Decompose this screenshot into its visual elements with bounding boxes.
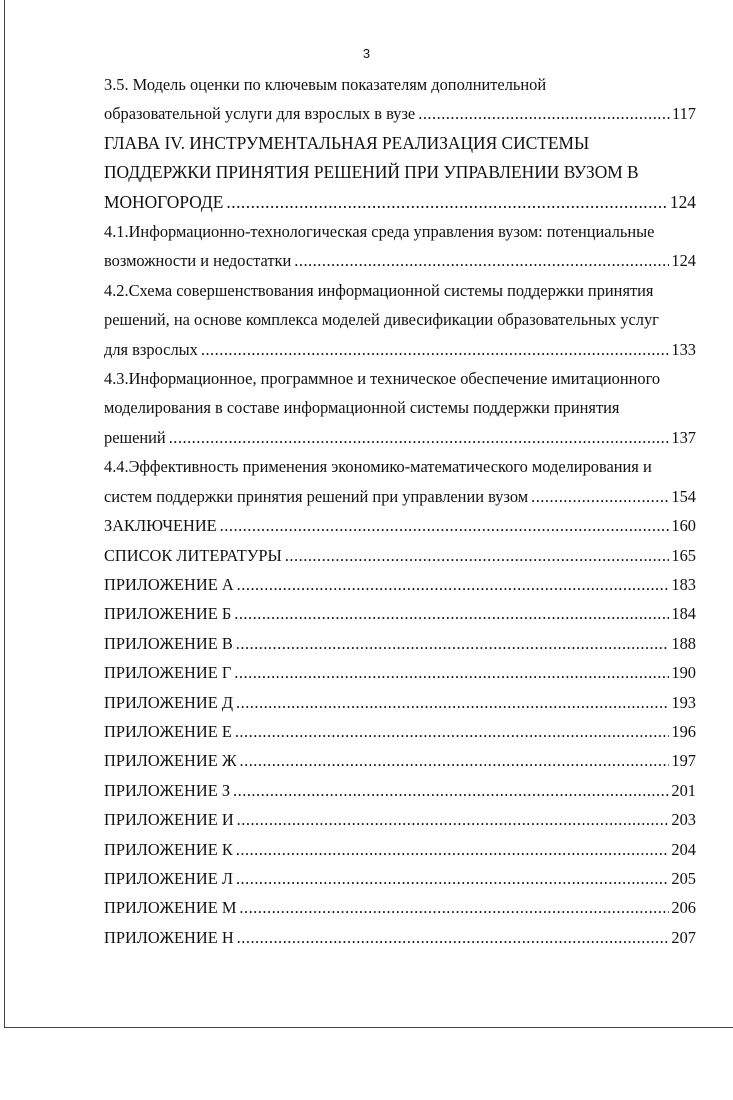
page-border-bottom xyxy=(4,1027,733,1028)
dot-leader xyxy=(240,746,670,775)
toc-entry[interactable] xyxy=(104,805,696,834)
toc-entry[interactable] xyxy=(104,570,696,599)
toc-entry[interactable] xyxy=(104,746,696,775)
toc-entry[interactable] xyxy=(104,364,696,452)
toc-entry-text: решений, на основе комплекса моделей дивесификации образовательных услуг xyxy=(104,310,659,330)
toc-entry-text: ПРИЛОЖЕНИЕ А xyxy=(104,574,234,594)
toc-entry-last-line xyxy=(104,570,696,599)
toc-entry-last-line xyxy=(104,541,696,570)
toc-entry[interactable] xyxy=(104,599,696,628)
toc-page-number: 124 xyxy=(671,251,696,271)
toc-entry-last-line xyxy=(104,658,696,687)
toc-entry-text: моделирования в составе информационной системы поддержки принятия xyxy=(104,398,620,418)
dot-leader xyxy=(236,835,670,864)
dot-leader xyxy=(236,629,670,658)
dot-leader xyxy=(234,658,669,687)
dot-leader xyxy=(236,688,669,717)
toc-page-number: 201 xyxy=(671,780,696,800)
toc-entry[interactable] xyxy=(104,541,696,570)
dot-leader xyxy=(294,246,669,275)
toc-entry[interactable] xyxy=(104,129,696,217)
toc-entry[interactable] xyxy=(104,893,696,922)
toc-entry[interactable] xyxy=(104,717,696,746)
dot-leader xyxy=(234,599,669,628)
toc-entry-last-line xyxy=(104,99,696,128)
toc-entry-last-line xyxy=(104,335,696,364)
toc-entry-last-line xyxy=(104,688,696,717)
dot-leader xyxy=(418,99,670,128)
dot-leader xyxy=(201,335,670,364)
dot-leader xyxy=(236,864,669,893)
toc-entry-text: решений xyxy=(104,427,166,447)
toc-entry-text: для взрослых xyxy=(104,339,198,359)
toc-entry[interactable] xyxy=(104,452,696,511)
toc-entry-text: 4.3.Информационное, программное и техническое обеспечение имитационного xyxy=(104,369,661,389)
toc-entry[interactable] xyxy=(104,688,696,717)
dot-leader xyxy=(285,541,670,570)
toc-entry[interactable] xyxy=(104,658,696,687)
toc-entry-text: 3.5. Модель оценки по ключевым показателям дополнительной xyxy=(104,75,547,94)
toc-entry[interactable] xyxy=(104,776,696,805)
toc-entry-last-line xyxy=(104,835,696,864)
dot-leader xyxy=(220,511,670,540)
toc-page-number: 183 xyxy=(671,574,696,594)
dot-leader xyxy=(237,570,670,599)
toc-entry-text: СПИСОК ЛИТЕРАТУРЫ xyxy=(104,545,282,565)
table-of-contents xyxy=(104,70,696,952)
toc-entry[interactable] xyxy=(104,70,696,129)
toc-entry-last-line xyxy=(104,717,696,746)
toc-page-number: 154 xyxy=(671,486,696,506)
dot-leader xyxy=(226,188,668,217)
toc-page-number: 206 xyxy=(671,898,696,918)
toc-entry-last-line xyxy=(104,776,696,805)
toc-entry[interactable] xyxy=(104,217,696,276)
toc-entry-text: ПРИЛОЖЕНИЕ Б xyxy=(104,604,232,624)
toc-entry-last-line xyxy=(104,188,696,217)
toc-page-number: 190 xyxy=(671,663,696,683)
dot-leader xyxy=(233,776,669,805)
toc-entry-text: 4.2.Схема совершенствования информационной системы поддержки принятия xyxy=(104,280,654,300)
toc-entry-text: ПРИЛОЖЕНИЕ Д xyxy=(104,692,233,712)
toc-entry-text: ПРИЛОЖЕНИЕ Н xyxy=(104,927,234,947)
toc-entry-last-line xyxy=(104,893,696,922)
toc-page-number: 188 xyxy=(671,633,696,653)
toc-entry-last-line xyxy=(104,482,696,511)
toc-entry-text: МОНОГОРОДЕ xyxy=(104,191,224,212)
toc-page-number: 124 xyxy=(669,191,696,212)
dot-leader xyxy=(237,923,670,952)
toc-entry-text: ПРИЛОЖЕНИЕ В xyxy=(104,633,233,653)
toc-entry-last-line xyxy=(104,746,696,775)
toc-entry-text: ПРИЛОЖЕНИЕ Л xyxy=(104,868,233,888)
dot-leader xyxy=(239,893,669,922)
toc-entry-text: ПРИЛОЖЕНИЕ И xyxy=(104,810,234,830)
toc-entry-text: ПРИЛОЖЕНИЕ Е xyxy=(104,721,232,741)
toc-entry-last-line xyxy=(104,599,696,628)
toc-page-number: 204 xyxy=(671,839,696,859)
toc-entry-text: ПРИЛОЖЕНИЕ З xyxy=(104,780,231,800)
toc-entry-last-line xyxy=(104,246,696,275)
toc-entry-text: ГЛАВА IV. ИНСТРУМЕНТАЛЬНАЯ РЕАЛИЗАЦИЯ СИСТЕМЫ xyxy=(104,132,590,153)
toc-entry[interactable] xyxy=(104,864,696,893)
toc-entry[interactable] xyxy=(104,835,696,864)
dot-leader xyxy=(169,423,670,452)
toc-entry[interactable] xyxy=(104,276,696,364)
toc-entry-text: возможности и недостатки xyxy=(104,251,292,271)
toc-entry-last-line xyxy=(104,629,696,658)
toc-entry-text: 4.4.Эффективность применения экономико-математического моделирования и xyxy=(104,457,652,477)
toc-entry-text: систем поддержки принятия решений при управлении вузом xyxy=(104,486,529,506)
toc-page-number: 160 xyxy=(671,516,696,536)
toc-page-number: 193 xyxy=(671,692,696,712)
dot-leader xyxy=(237,805,670,834)
toc-entry[interactable] xyxy=(104,923,696,952)
toc-page-number: 117 xyxy=(672,104,696,124)
toc-entry-text: образовательной услуги для взрослых в вузе xyxy=(104,104,416,124)
toc-entry-text: ЗАКЛЮЧЕНИЕ xyxy=(104,516,217,536)
dot-leader xyxy=(531,482,669,511)
toc-page-number: 184 xyxy=(671,604,696,624)
toc-page-number: 165 xyxy=(671,545,696,565)
toc-entry-last-line xyxy=(104,864,696,893)
toc-entry[interactable] xyxy=(104,511,696,540)
toc-entry-text: ПРИЛОЖЕНИЕ Ж xyxy=(104,751,237,771)
toc-page-number: 203 xyxy=(671,810,696,830)
toc-entry-text: 4.1.Информационно-технологическая среда управления вузом: потенциальные xyxy=(104,222,655,242)
toc-entry-last-line xyxy=(104,805,696,834)
toc-entry-last-line xyxy=(104,511,696,540)
toc-page-number: 197 xyxy=(671,751,696,771)
toc-entry-text: ПРИЛОЖЕНИЕ Г xyxy=(104,663,232,683)
dot-leader xyxy=(235,717,670,746)
toc-entry-text: ПРИЛОЖЕНИЕ М xyxy=(104,898,237,918)
toc-page-number: 207 xyxy=(671,927,696,947)
toc-entry-last-line xyxy=(104,923,696,952)
page-border-left xyxy=(4,0,5,1028)
toc-entry-last-line xyxy=(104,423,696,452)
toc-entry-text: ПРИЛОЖЕНИЕ К xyxy=(104,839,233,859)
toc-page-number: 133 xyxy=(671,339,696,359)
toc-entry-text: ПОДДЕРЖКИ ПРИНЯТИЯ РЕШЕНИЙ ПРИ УПРАВЛЕНИИ ВУЗОМ В xyxy=(104,162,639,183)
page-number: 3 xyxy=(362,46,371,61)
toc-page-number: 205 xyxy=(671,868,696,888)
toc-entry[interactable] xyxy=(104,629,696,658)
toc-page-number: 137 xyxy=(671,427,696,447)
toc-page-number: 196 xyxy=(671,721,696,741)
